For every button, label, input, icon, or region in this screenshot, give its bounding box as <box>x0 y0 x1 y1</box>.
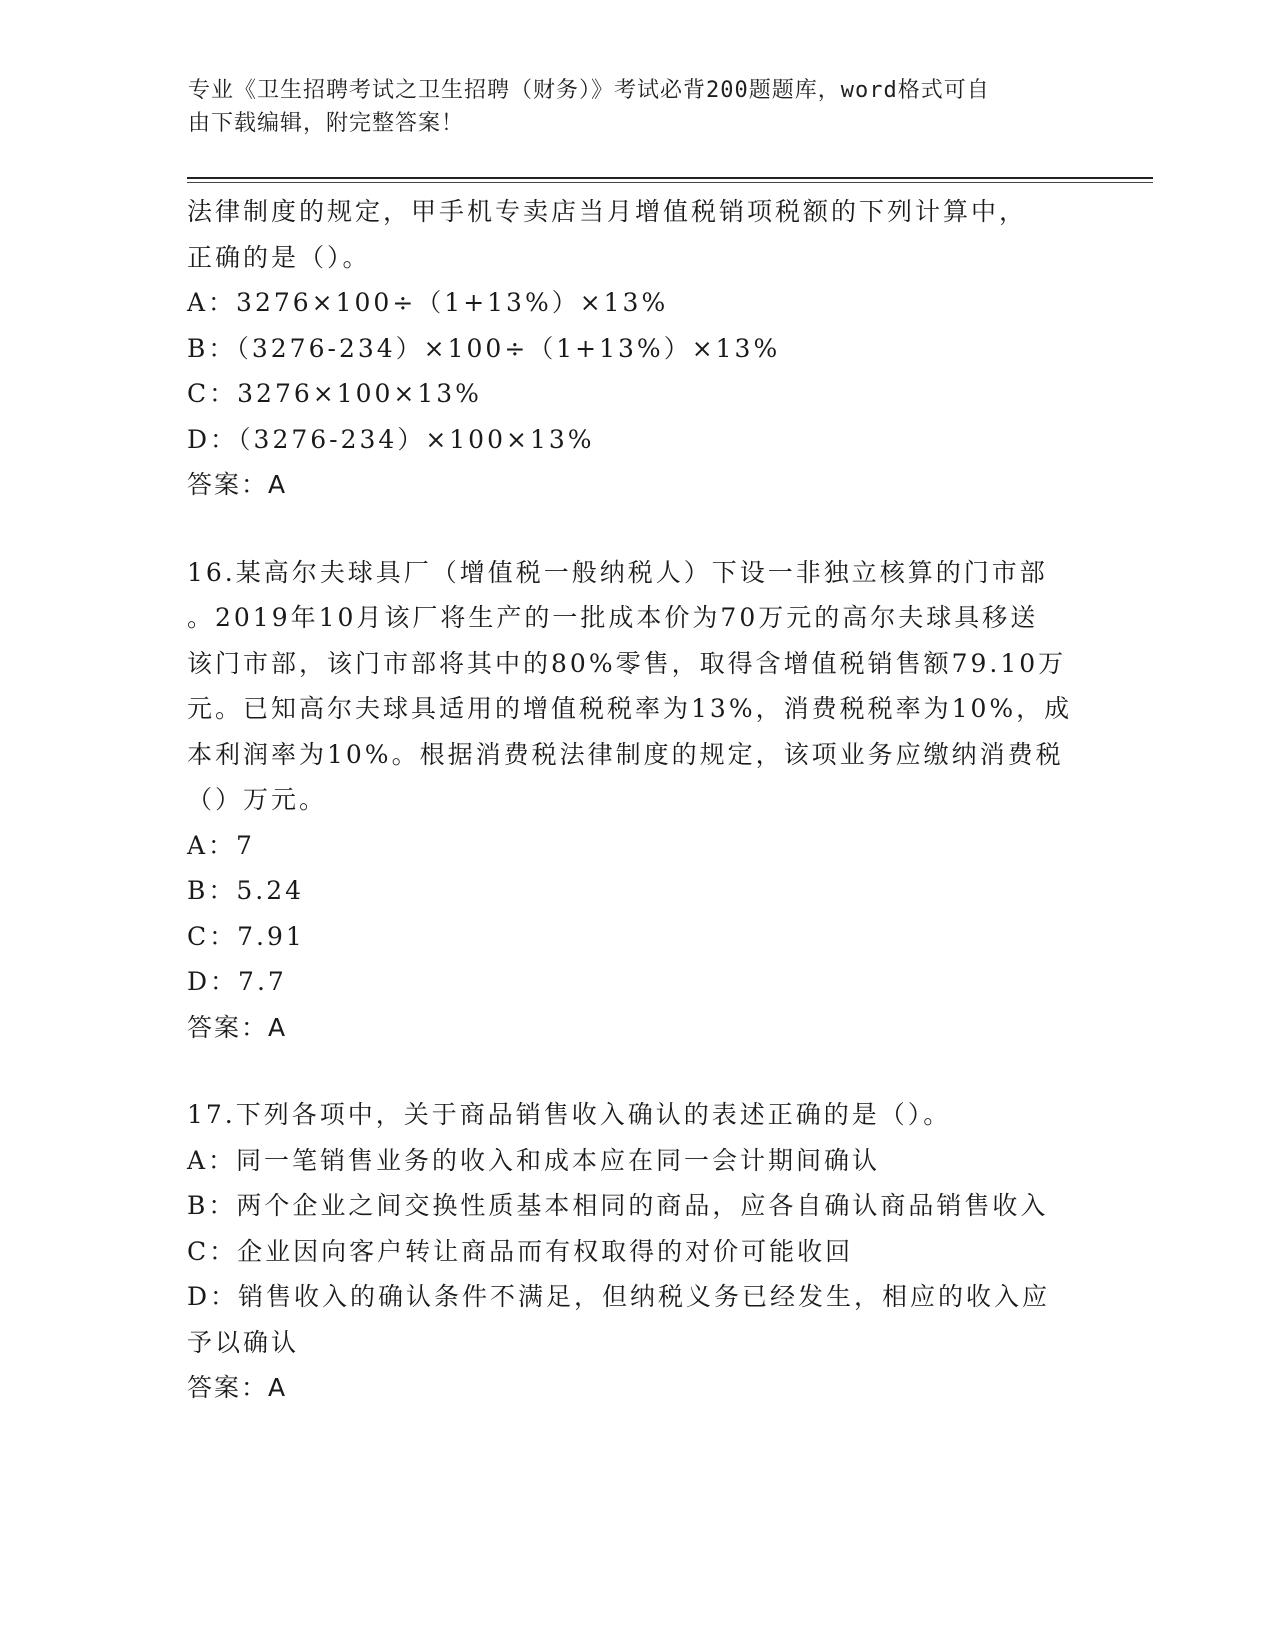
option-b: B：5.24 <box>187 876 305 905</box>
header-divider-thin <box>187 182 1153 183</box>
question-stem-line: 法律制度的规定，甲手机专卖店当月增值税销项税额的下列计算中， <box>187 197 1028 226</box>
question-stem-line: 17.下列各项中，关于商品销售收入确认的表述正确的是（）。 <box>187 1100 952 1129</box>
document-header <box>188 74 1068 140</box>
question-stem-line: 元。已知高尔夫球具适用的增值税税率为13%，消费税税率为10%，成 <box>187 694 1073 723</box>
option-d-continued: 予以确认 <box>187 1327 300 1357</box>
option-d: D：销售收入的确认条件不满足，但纳税义务已经发生，相应的收入应 <box>187 1282 1051 1311</box>
header-divider-thick <box>187 177 1153 179</box>
question-15 <box>187 189 1087 508</box>
option-a: A：3276×100÷（1+13%）×13% <box>187 288 669 317</box>
answer-text: 答案：A <box>187 1012 288 1042</box>
question-stem-line: （）万元。 <box>187 785 328 814</box>
option-b: B：（3276-234）×100÷（1+13%）×13% <box>187 333 781 363</box>
question-stem-line: 。2019年10月该厂将生产的一批成本价为70万元的高尔夫球具移送 <box>187 603 1039 632</box>
question-stem-line: 16.某高尔夫球具厂（增值税一般纳税人）下设一非独立核算的门市部 <box>187 557 1048 587</box>
question-spacer <box>187 1050 1087 1092</box>
question-17 <box>187 1092 1087 1411</box>
question-16 <box>187 550 1087 1051</box>
answer-text: 答案：A <box>187 1373 288 1402</box>
option-a: A：7 <box>187 830 255 860</box>
option-d: D：7.7 <box>187 967 287 996</box>
option-b: B：两个企业之间交换性质基本相同的商品，应各自确认商品销售收入 <box>187 1191 1049 1220</box>
question-spacer <box>187 508 1087 550</box>
option-c: C：7.91 <box>187 921 305 951</box>
option-a: A：同一笔销售业务的收入和成本应在同一会计期间确认 <box>187 1145 881 1175</box>
question-stem-line: 正确的是（）。 <box>187 242 371 272</box>
option-d: D：（3276-234）×100×13% <box>187 424 595 454</box>
question-list <box>187 189 1087 1411</box>
header-line-1: 专业《卫生招聘考试之卫生招聘（财务）》考试必背200题题库，word格式可自 <box>188 78 990 103</box>
answer-text: 答案：A <box>187 470 288 499</box>
question-stem-line: 该门市部，该门市部将其中的80%零售，取得含增值税销售额79.10万 <box>187 648 1067 678</box>
question-stem-line: 本利润率为10%。根据消费税法律制度的规定，该项业务应缴纳消费税 <box>187 739 1064 769</box>
header-line-2: 由下载编辑，附完整答案！ <box>188 111 465 136</box>
option-c: C：企业因向客户转让商品而有权取得的对价可能收回 <box>187 1236 854 1266</box>
option-c: C：3276×100×13% <box>187 379 482 408</box>
